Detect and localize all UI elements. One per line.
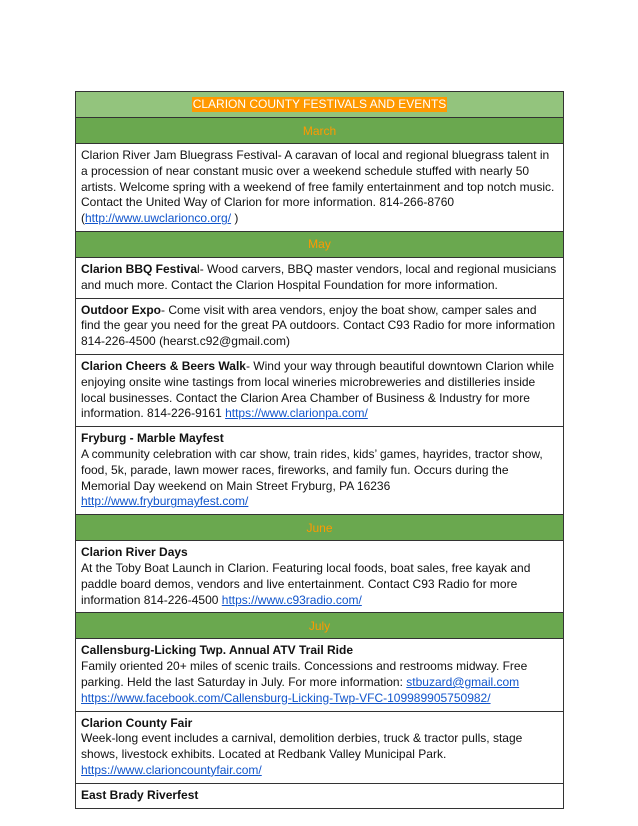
event-clarion-river-days [76, 541, 563, 613]
event-fryburg-mayfest [76, 427, 563, 515]
event-description: A community celebration with car show, train rides, kids’ games, hayrides, tractor show, food, 5k, parade, lawn mower races, fireworks, and family fun. Occurs during the Memorial Day weekend on Main Street Fryburg, PA 16236 [81, 446, 543, 493]
event-link[interactable]: http://www.fryburgmayfest.com/ [81, 494, 249, 509]
event-clarion-river-jam [76, 144, 563, 232]
table-title-row [76, 92, 563, 118]
event-description: l- Wood carvers, BBQ master vendors, local and regional musicians and much more. Contact the Clarion Hospital Foundation for more information. [81, 261, 557, 292]
event-description: - Wind your way through beautiful downtown Clarion while enjoying onsite wine tastings from local wineries microbreweries and distilleries inside local businesses. Contact the Clarion Area Chamber of Business & Industry for more information. 814-226-9161 [81, 358, 555, 421]
month-header-july: July [76, 613, 563, 639]
month-header-march: March [76, 118, 563, 144]
event-description: Week-long event includes a carnival, demolition derbies, truck & tractor pulls, stage shows, livestock exhibits. Located at Redbank Valley Municipal Park. [81, 731, 523, 762]
event-name: Clarion River Days [81, 545, 188, 560]
event-link[interactable]: http://www.uwclarionco.org/ [85, 211, 232, 226]
event-name: East Brady Riverfest [81, 787, 199, 802]
event-link[interactable]: https://www.clarionpa.com/ [225, 406, 368, 421]
events-table [75, 91, 564, 809]
event-description: Clarion River Jam Bluegrass Festival- A caravan of local and regional bluegrass talent in a procession of near constant music over a weekend schedule stuffed with nearly 50 artists. Welcome spring with a weekend of free family entertainment and top notch music. Contact the United Way of Clarion for more information. 814-266-8760 ( [81, 148, 555, 226]
event-description: - Come visit with area vendors, enjoy the boat show, camper sales and find the gear you need for the great PA outdoors. Contact C93 Radio for more information 814-226-4500 (hearst.c92@gmail.com) [81, 302, 556, 349]
month-header-june: June [76, 515, 563, 541]
month-header-may: May [76, 232, 563, 258]
event-east-brady-riverfest [76, 784, 563, 808]
event-name: Fryburg - Marble Mayfest [81, 431, 224, 446]
event-link[interactable]: https://www.c93radio.com/ [221, 592, 362, 607]
event-name: Clarion BBQ Festiva [81, 261, 198, 276]
event-name: Clarion Cheers & Beers Walk [81, 358, 246, 373]
event-description-end: ) [231, 211, 239, 226]
table-title: CLARION COUNTY FESTIVALS AND EVENTS [192, 97, 447, 111]
event-link[interactable]: https://www.clarioncountyfair.com/ [81, 762, 262, 777]
event-atv-trail-ride [76, 639, 563, 711]
event-email-link[interactable]: stbuzard@gmail.com [406, 674, 520, 689]
event-bbq-festival [76, 258, 563, 299]
event-name: Callensburg-Licking Twp. Annual ATV Trail Ride [81, 643, 354, 658]
event-link[interactable]: https://www.facebook.com/Callensburg-Licking-Twp-VFC-109989905750982/ [81, 690, 491, 705]
event-description: At the Toby Boat Launch in Clarion. Featuring local foods, boat sales, free kayak and paddle board demos, vendors and live entertainment. Contact C93 Radio for more information 814-226-4500 [81, 560, 531, 607]
event-name: Outdoor Expo [81, 302, 161, 317]
event-clarion-county-fair [76, 712, 563, 784]
event-outdoor-expo [76, 299, 563, 355]
event-name: Clarion County Fair [81, 715, 193, 730]
event-cheers-beers-walk [76, 355, 563, 427]
event-description: Family oriented 20+ miles of scenic trails. Concessions and restrooms midway. Free parking. Held the last Saturday in July. For more information: [81, 659, 528, 689]
